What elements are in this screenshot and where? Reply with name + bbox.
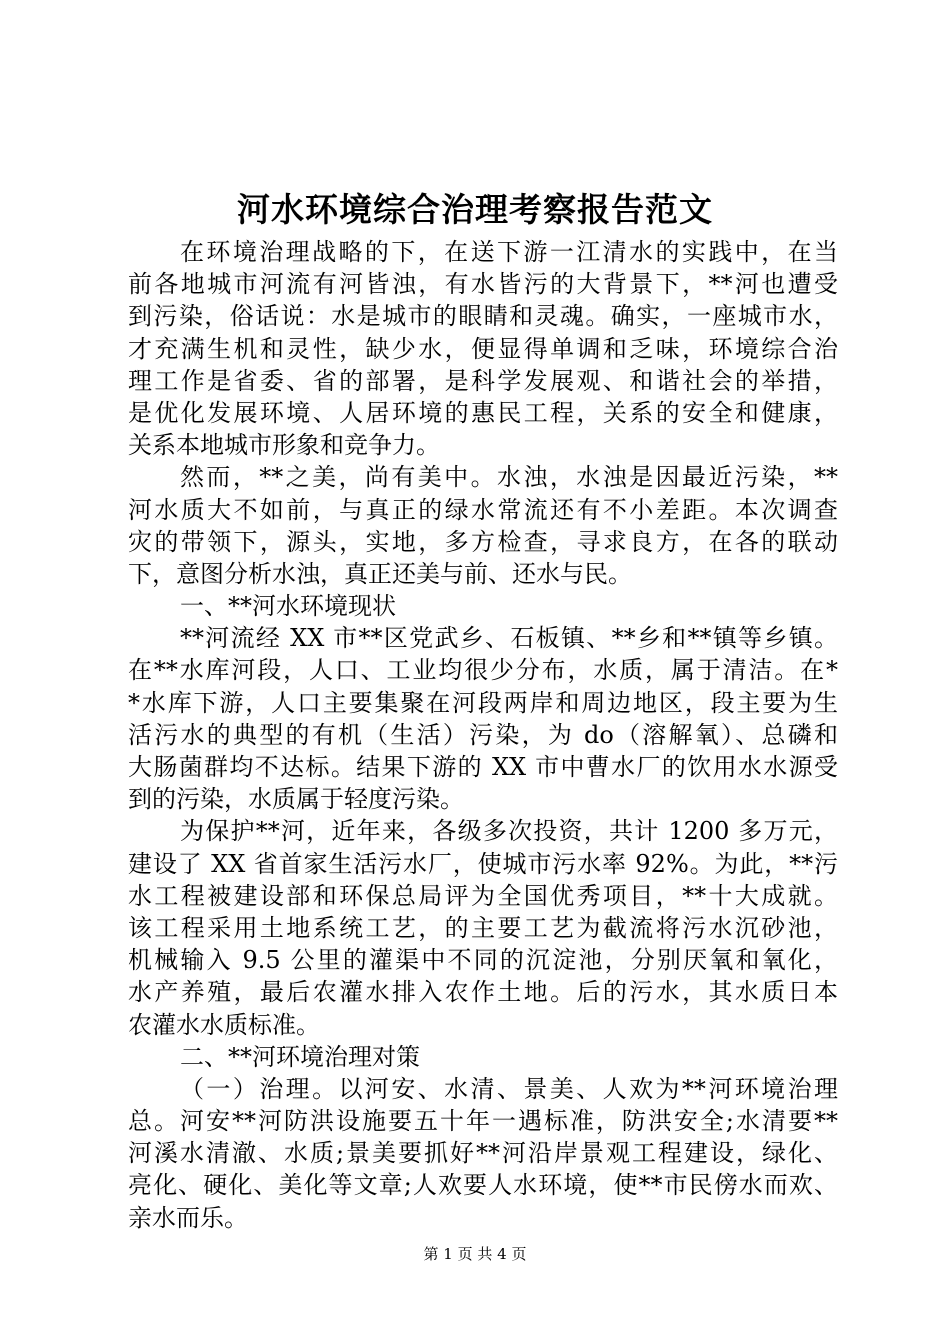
paragraph-line: *水库下游，人口主要集聚在河段两岸和周边地区，段主要为生 xyxy=(128,688,838,717)
paragraph-line: 河溪水清澈、水质;景美要抓好**河沿岸景观工程建设，绿化、 xyxy=(128,1139,838,1168)
paragraph-line: 在环境治理战略的下，在送下游一江清水的实践中，在当 xyxy=(180,238,838,266)
paragraph-line: 亲水而乐。 xyxy=(128,1203,248,1232)
paragraph-line: 亮化、硬化、美化等文章;人欢要人水环境，使**市民傍水而欢、 xyxy=(128,1171,838,1200)
paragraph-line: 该工程采用土地系统工艺，的主要工艺为截流将污水沉砂池， xyxy=(128,913,838,942)
paragraph-line: 为保护**河，近年来，各级多次投资，共计 1200 多万元， xyxy=(180,817,838,846)
paragraph-line: 然而，**之美，尚有美中。水浊，水浊是因最近污染，** xyxy=(180,463,838,492)
paragraph-line: 河水质大不如前，与真正的绿水常流还有不小差距。本次调查 xyxy=(128,495,838,524)
section-heading: 一、**河水环境现状 xyxy=(180,592,396,621)
page-indicator: 第 1 页 共 4 页 xyxy=(423,1245,527,1263)
paragraph-line: 总。河安**河防洪设施要五十年一遇标准，防洪安全;水清要** xyxy=(128,1107,838,1136)
paragraph-line: 是优化发展环境、人居环境的惠民工程，关系的安全和健康， xyxy=(128,398,838,427)
paragraph-line: 到的污染，水质属于轻度污染。 xyxy=(128,785,464,814)
document-body xyxy=(128,236,838,1234)
paragraph-line: 到污染，俗话说：水是城市的眼睛和灵魂。确实，一座城市水， xyxy=(128,302,838,331)
paragraph-line: 农灌水水质标准。 xyxy=(128,1010,320,1039)
paragraph-line: 关系本地城市形象和竞争力。 xyxy=(128,431,440,460)
paragraph-line: （一）治理。以河安、水清、景美、人欢为**河环境治理 xyxy=(180,1074,838,1103)
paragraph-line: 建设了 XX 省首家生活污水厂，使城市污水率 92%。为此，**污 xyxy=(128,849,838,878)
paragraph-line: 前各地城市河流有河皆浊，有水皆污的大背景下，**河也遭受 xyxy=(128,270,838,299)
paragraph-line: 才充满生机和灵性，缺少水，便显得单调和乏味，环境综合治 xyxy=(128,334,838,363)
paragraph-line: 活污水的典型的有机（生活）污染，为 do（溶解氧）、总磷和 xyxy=(128,720,838,749)
paragraph-line: 水工程被建设部和环保总局评为全国优秀项目，**十大成就。 xyxy=(128,881,838,910)
document-title: 河水环境综合治理考察报告范文 xyxy=(237,190,713,229)
paragraph-line: 大肠菌群均不达标。结果下游的 XX 市中曹水厂的饮用水水源受 xyxy=(128,753,838,781)
section-heading: 二、**河环境治理对策 xyxy=(180,1042,420,1071)
paragraph-line: 在**水库河段，人口、工业均很少分布，水质，属于清洁。在* xyxy=(128,656,838,685)
paragraph-line: 机械输入 9.5 公里的灌渠中不同的沉淀池，分别厌氧和氧化， xyxy=(128,946,838,975)
paragraph-line: 水产养殖，最后农灌水排入农作土地。后的污水，其水质日本 xyxy=(128,978,838,1007)
paragraph-line: **河流经 XX 市**区党武乡、石板镇、**乡和**镇等乡镇。 xyxy=(180,624,838,653)
paragraph-line: 灾的带领下，源头，实地，多方检查，寻求良方，在各的联动 xyxy=(128,527,838,556)
paragraph-line: 理工作是省委、省的部署，是科学发展观、和谐社会的举措， xyxy=(128,366,838,395)
paragraph-line: 下，意图分析水浊，真正还美与前、还水与民。 xyxy=(128,559,632,588)
